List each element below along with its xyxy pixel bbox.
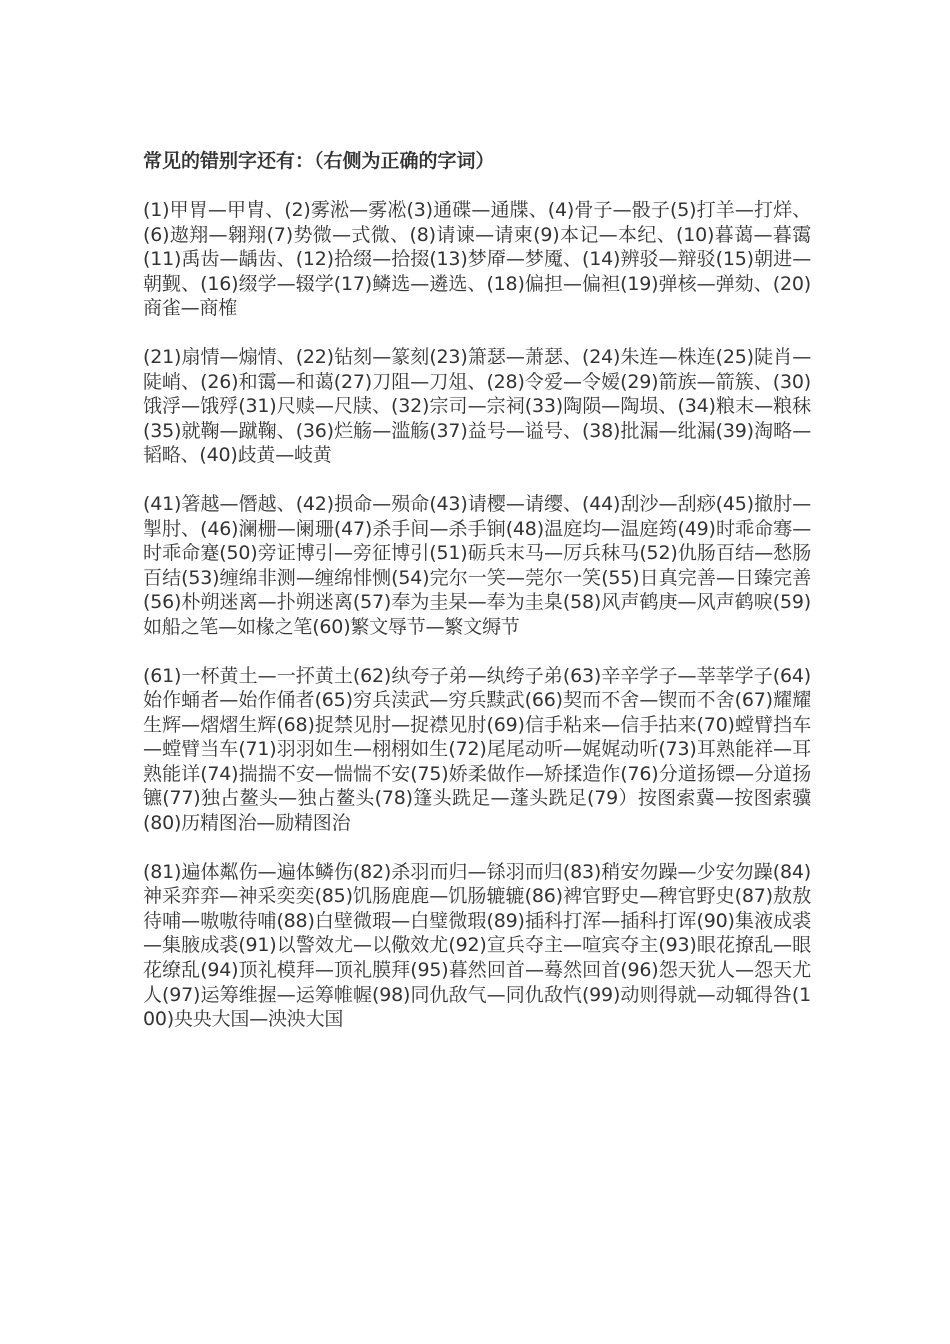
document-body (143, 148, 811, 1056)
paragraph-21-40: (21)扇情—煽情、(22)钻刻—篆刻(23)箫瑟—萧瑟、(24)朱连—株连(25)陡肖—陡峭、(26)和霭—和蔼(27)刀阻—刀俎、(28)令爱—令嫒(29)箭族—箭簇、(30)饿浮—饿殍(31)尺赎—尺牍、(32)宗司—宗祠(33)陶陨—陶埙、(34)粮末—粮秣(35)就鞠—蹴鞠、(36)烂觞—滥觞(37)益号—谥号、(38)批漏—纰漏(39)淘略—韬略、(40)歧黄—岐黄 (143, 345, 811, 467)
paragraph-1-20: (1)甲胃—甲胄、(2)雾淞—雾凇(3)通碟—通牒、(4)骨子—骰子(5)打羊—打烊、(6)遨翔—翱翔(7)势微—式微、(8)请谏—请柬(9)本记—本纪、(10)暮蔼—暮霭(11)禹齿—龋齿、(12)拾缀—拾掇(13)梦厣—梦魇、(14)辨驳—辩驳(15)朝进—朝觐、(16)缀学—辍学(17)鳞选—遴选、(18)偏担—偏袒(19)弹核—弹劾、(20)商雀—商榷 (143, 199, 811, 320)
paragraph-81-100: (81)遍体粼伤—遍体鳞伤(82)杀羽而归—铩羽而归(83)稍安勿躁—少安勿躁(84)神采弈弈—神采奕奕(85)饥肠鹿鹿—饥肠辘辘(86)裨官野史—稗官野史(87)敖敖待哺—嗷嗷待哺(88)白壁微瑕—白璧微瑕(89)插科打浑—插科打诨(90)集液成裘—集腋成裘(91)以警效尤—以儆效尤(92)宣兵夺主—喧宾夺主(93)眼花撩乱—眼花缭乱(94)顶礼模拜—顶礼膜拜(95)暮然回首—蓦然回首(96)怨天犹人—怨天尤人(97)运筹维握—运筹帷幄(98)同仇敌气—同仇敌忾(99)动则得就—动辄得咎(100)央央大国—泱泱大国 (143, 860, 811, 1031)
paragraph-61-80: (61)一杯黄土—一抔黄土(62)纨夸子弟—纨绔子弟(63)辛辛学子—莘莘学子(64)始作蛹者—始作俑者(65)穷兵渎武—穷兵黩武(66)契而不舍—锲而不舍(67)耀耀生辉—熠熠生辉(68)捉禁见肘—捉襟见肘(69)信手粘来—信手拈来(70)螳臂挡车—螳臂当车(71)羽羽如生—栩栩如生(72)尾尾动听—娓娓动听(73)耳熟能祥—耳熟能详(74)揣揣不安—惴惴不安(75)娇柔做作—矫揉造作(76)分道扬镖—分道扬镳(77)独占鳌头—独占鳌头(78)篷头跣足—蓬头跣足(79）按图索冀—按图索骥(80)历精图治—励精图治 (143, 664, 811, 835)
paragraph-41-60: (41)箸越—僭越、(42)损命—殒命(43)请樱—请缨、(44)刮沙—刮痧(45)撤肘—掣肘、(46)澜栅—阑珊(47)杀手间—杀手锏(48)温庭均—温庭筠(49)时乖命骞—时乖命蹇(50)旁证博引—旁征博引(51)砺兵末马—厉兵秣马(52)仇肠百结—愁肠百结(53)缠绵非测—缠绵悱恻(54)完尔一笑—莞尔一笑(55)日真完善—日臻完善(56)朴朔迷离—扑朔迷离(57)奉为圭杲—奉为圭臬(58)风声鹤庚—风声鹤唳(59)如船之笔—如椽之笔(60)繁文辱节—繁文缛节 (143, 492, 811, 638)
document-heading: 常见的错别字还有：（右侧为正确的字词） (143, 150, 495, 172)
